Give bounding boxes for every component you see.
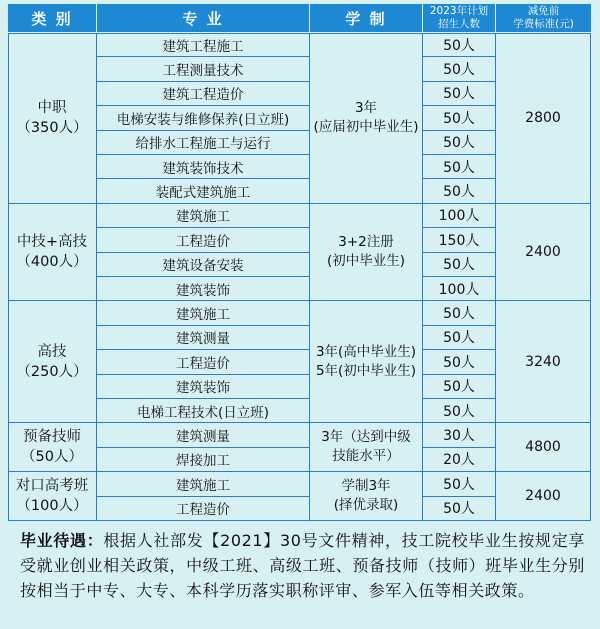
major-cell: 建筑工程施工 — [97, 33, 310, 57]
major-cell: 建筑装饰 — [97, 277, 310, 301]
duration-cell-line2: (择优录取) — [333, 497, 399, 514]
major-cell: 工程造价 — [97, 497, 310, 521]
plan-cell: 150人 — [423, 228, 496, 252]
graduation-benefits-note — [20, 528, 585, 603]
duration-cell-line2: 5年(初中毕业生) — [315, 362, 417, 379]
duration-cell-line1: 3年（达到中级 — [321, 429, 411, 446]
major-cell: 建筑施工 — [97, 472, 310, 496]
plan-cell: 50人 — [423, 131, 496, 155]
major-cell: 建筑施工 — [97, 301, 310, 325]
fee-cell: 2400 — [496, 472, 591, 521]
category-cell-line2: （350人） — [16, 119, 88, 136]
fee-cell: 2400 — [496, 204, 591, 302]
plan-cell: 20人 — [423, 448, 496, 472]
plan-cell: 50人 — [423, 179, 496, 203]
plan-cell: 50人 — [423, 155, 496, 179]
duration-cell-line2: 技能水平） — [332, 448, 400, 465]
duration-cell-line1: 3+2注册 — [338, 234, 394, 251]
major-cell: 电梯工程技术(日立班) — [97, 399, 310, 423]
major-cell: 建筑装饰 — [97, 375, 310, 399]
major-cell: 建筑测量 — [97, 423, 310, 447]
header-category: 类 别 — [8, 4, 96, 32]
enrollment-table — [8, 4, 591, 521]
footnote-text: 根据人社部发【2021】30号文件精神，技工院校毕业生按规定享受就业创业相关政策，中级工班、高级工班、预备技师（技师）班毕业生分别按相当于中专、大专、本科学历落实职称评审、参军入伍等相关政策。 — [20, 531, 585, 600]
plan-cell: 50人 — [423, 350, 496, 374]
major-cell: 焊接加工 — [97, 448, 310, 472]
category-cell-line1: 中技+高技 — [16, 234, 88, 251]
major-cell: 建筑测量 — [97, 326, 310, 350]
major-cell: 工程造价 — [97, 350, 310, 374]
fee-cell: 3240 — [496, 301, 591, 423]
major-cell: 给排水工程施工与运行 — [97, 131, 310, 155]
fee-cell: 2800 — [496, 33, 591, 204]
header-fee-line1: 减免前 — [527, 5, 560, 17]
category-cell-line2: （250人） — [16, 363, 88, 380]
plan-cell: 100人 — [423, 204, 496, 228]
category-cell-line1: 对口高考班 — [15, 478, 89, 495]
duration-cell-line1: 3年(高中毕业生) — [315, 343, 417, 360]
category-cell-line2: （400人） — [16, 254, 88, 271]
major-cell: 工程造价 — [97, 228, 310, 252]
table-border — [8, 33, 591, 521]
plan-cell: 100人 — [423, 277, 496, 301]
plan-cell: 50人 — [423, 399, 496, 423]
category-cell-line2: （100人） — [16, 498, 88, 515]
major-cell: 工程测量技术 — [97, 57, 310, 81]
category-cell-line1: 预备技师 — [23, 429, 81, 446]
category-cell-line2: （50人） — [21, 449, 83, 466]
fee-cell: 4800 — [496, 423, 591, 472]
plan-cell: 50人 — [423, 375, 496, 399]
header-duration: 学 制 — [310, 4, 422, 32]
duration-cell-line2: (初中毕业生) — [326, 253, 406, 270]
header-major: 专 业 — [97, 4, 309, 32]
duration-cell-line1: 3年 — [354, 99, 378, 116]
major-cell: 建筑施工 — [97, 204, 310, 228]
major-cell: 电梯安装与维修保养(日立班) — [97, 106, 310, 130]
plan-cell: 50人 — [423, 472, 496, 496]
header-fee-line2: 学费标准(元) — [513, 18, 574, 30]
plan-cell: 50人 — [423, 82, 496, 106]
plan-cell: 50人 — [423, 497, 496, 521]
footnote-label: 毕业待遇： — [20, 531, 104, 550]
plan-cell: 50人 — [423, 57, 496, 81]
category-cell-line1: 中职 — [37, 99, 67, 116]
header-plan — [423, 4, 495, 32]
duration-cell-line1: 学制3年 — [341, 478, 391, 495]
plan-cell: 50人 — [423, 253, 496, 277]
plan-cell: 50人 — [423, 106, 496, 130]
header-plan-line2: 招生人数 — [438, 18, 480, 30]
header-fee — [496, 4, 591, 32]
major-cell: 装配式建筑施工 — [97, 179, 310, 203]
plan-cell: 50人 — [423, 301, 496, 325]
major-cell: 建筑设备安装 — [97, 253, 310, 277]
duration-cell-line2: (应届初中毕业生) — [313, 118, 419, 135]
major-cell: 建筑工程造价 — [97, 82, 310, 106]
category-cell-line1: 高技 — [37, 343, 67, 360]
plan-cell: 50人 — [423, 326, 496, 350]
plan-cell: 50人 — [423, 33, 496, 57]
header-plan-line1: 2023年计划 — [429, 5, 489, 17]
major-cell: 建筑装饰技术 — [97, 155, 310, 179]
plan-cell: 30人 — [423, 423, 496, 447]
